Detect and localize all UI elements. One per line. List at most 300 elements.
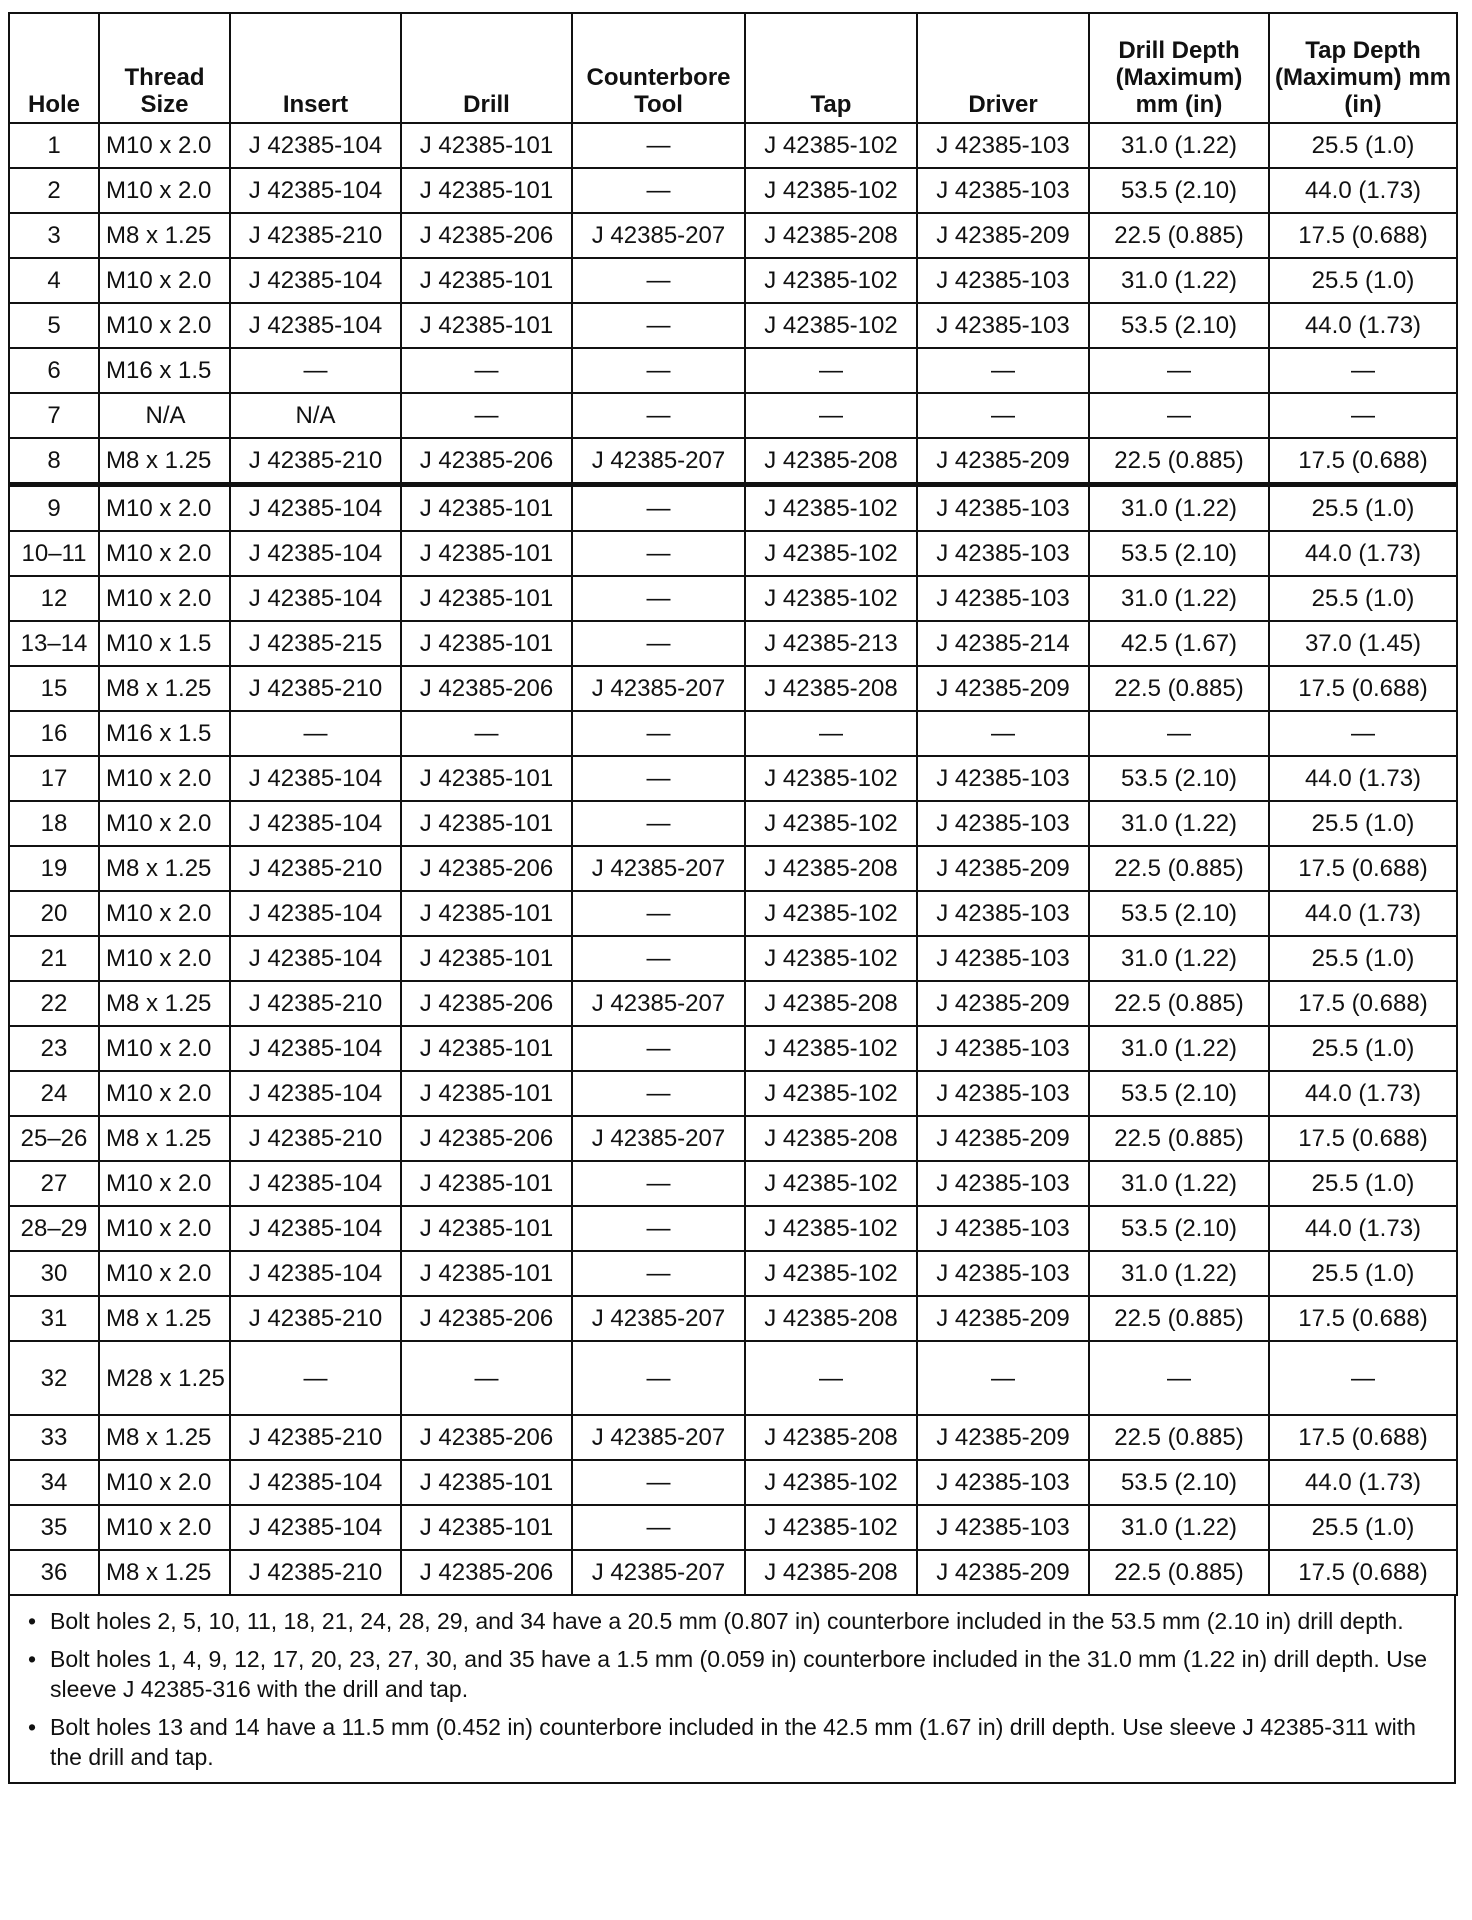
tap-cell: J 42385-102 (745, 1505, 917, 1550)
column-header-thread-size: Thread Size (99, 13, 230, 123)
tap-cell: J 42385-102 (745, 531, 917, 576)
tap-cell: J 42385-102 (745, 1161, 917, 1206)
thread-size-cell: M10 x 2.0 (99, 1460, 230, 1505)
column-header-insert: Insert (230, 13, 401, 123)
driver-cell: J 42385-103 (917, 801, 1089, 846)
tap-depth-cell: 17.5 (0.688) (1269, 213, 1457, 258)
bullet-icon: • (28, 1714, 37, 1740)
drill-cell: J 42385-101 (401, 168, 572, 213)
tap-depth-cell: 17.5 (0.688) (1269, 1550, 1457, 1595)
insert-cell: J 42385-104 (230, 1251, 401, 1296)
hole-cell: 16 (9, 711, 99, 756)
hole-cell: 30 (9, 1251, 99, 1296)
header-row (9, 13, 1457, 123)
driver-cell: J 42385-103 (917, 1071, 1089, 1116)
hole-cell: 10–11 (9, 531, 99, 576)
tap-cell: J 42385-208 (745, 981, 917, 1026)
drill-depth-cell: 31.0 (1.22) (1089, 576, 1269, 621)
drill-cell: J 42385-101 (401, 1206, 572, 1251)
thread-size-cell: M8 x 1.25 (99, 1550, 230, 1595)
specification-sheet (8, 12, 1456, 1784)
table-row (9, 1026, 1457, 1071)
tap-depth-cell: 25.5 (1.0) (1269, 936, 1457, 981)
tap-cell: J 42385-208 (745, 438, 917, 485)
drill-cell: J 42385-101 (401, 1161, 572, 1206)
tap-depth-cell: — (1269, 393, 1457, 438)
counterbore-tool-cell: J 42385-207 (572, 1550, 745, 1595)
counterbore-tool-cell: — (572, 531, 745, 576)
driver-cell: J 42385-103 (917, 258, 1089, 303)
hole-cell: 34 (9, 1460, 99, 1505)
table-row (9, 1071, 1457, 1116)
driver-cell: J 42385-103 (917, 756, 1089, 801)
tap-cell: — (745, 393, 917, 438)
counterbore-tool-cell: J 42385-207 (572, 1296, 745, 1341)
drill-cell: J 42385-206 (401, 666, 572, 711)
table-row (9, 576, 1457, 621)
driver-cell: — (917, 711, 1089, 756)
tap-depth-cell: 25.5 (1.0) (1269, 258, 1457, 303)
insert-cell: J 42385-104 (230, 123, 401, 168)
table-row (9, 666, 1457, 711)
driver-cell: J 42385-103 (917, 1251, 1089, 1296)
table-row (9, 258, 1457, 303)
table-row (9, 1206, 1457, 1251)
drill-depth-cell: 31.0 (1.22) (1089, 1026, 1269, 1071)
thread-size-cell: M10 x 2.0 (99, 576, 230, 621)
driver-cell: J 42385-209 (917, 846, 1089, 891)
drill-cell: — (401, 348, 572, 393)
counterbore-tool-cell: — (572, 1206, 745, 1251)
table-row (9, 1296, 1457, 1341)
hole-cell: 35 (9, 1505, 99, 1550)
tap-depth-cell: 17.5 (0.688) (1269, 1415, 1457, 1460)
table-row (9, 1341, 1457, 1415)
drill-cell: J 42385-101 (401, 1251, 572, 1296)
drill-cell: J 42385-101 (401, 531, 572, 576)
driver-cell: J 42385-209 (917, 981, 1089, 1026)
insert-cell: J 42385-104 (230, 891, 401, 936)
drill-depth-cell: 31.0 (1.22) (1089, 485, 1269, 532)
thread-size-cell: M8 x 1.25 (99, 213, 230, 258)
tap-depth-cell: — (1269, 1341, 1457, 1415)
hole-cell: 4 (9, 258, 99, 303)
table-row (9, 891, 1457, 936)
thread-size-cell: M10 x 2.0 (99, 531, 230, 576)
thread-size-cell: M10 x 2.0 (99, 258, 230, 303)
thread-size-cell: M10 x 1.5 (99, 621, 230, 666)
drill-depth-cell: — (1089, 1341, 1269, 1415)
tap-depth-cell: 17.5 (0.688) (1269, 1296, 1457, 1341)
counterbore-tool-cell: — (572, 348, 745, 393)
insert-cell: J 42385-210 (230, 1296, 401, 1341)
drill-cell: J 42385-101 (401, 1026, 572, 1071)
insert-cell: J 42385-215 (230, 621, 401, 666)
drill-cell: — (401, 711, 572, 756)
hole-cell: 20 (9, 891, 99, 936)
hole-cell: 15 (9, 666, 99, 711)
tap-cell: — (745, 1341, 917, 1415)
driver-cell: J 42385-103 (917, 168, 1089, 213)
drill-depth-cell: 31.0 (1.22) (1089, 1505, 1269, 1550)
driver-cell: — (917, 1341, 1089, 1415)
drill-cell: J 42385-206 (401, 846, 572, 891)
driver-cell: J 42385-103 (917, 123, 1089, 168)
drill-cell: J 42385-206 (401, 213, 572, 258)
counterbore-tool-cell: — (572, 801, 745, 846)
table-row (9, 846, 1457, 891)
drill-cell: J 42385-206 (401, 438, 572, 485)
counterbore-tool-cell: — (572, 303, 745, 348)
thread-size-cell: M10 x 2.0 (99, 891, 230, 936)
insert-cell: J 42385-104 (230, 936, 401, 981)
insert-cell: J 42385-104 (230, 576, 401, 621)
note-item (22, 1712, 1442, 1772)
drill-depth-cell: 22.5 (0.885) (1089, 1550, 1269, 1595)
driver-cell: J 42385-214 (917, 621, 1089, 666)
tap-depth-cell: 44.0 (1.73) (1269, 891, 1457, 936)
tap-cell: J 42385-102 (745, 1071, 917, 1116)
drill-depth-cell: 31.0 (1.22) (1089, 936, 1269, 981)
tap-cell: J 42385-102 (745, 576, 917, 621)
drill-cell: J 42385-101 (401, 258, 572, 303)
insert-cell: — (230, 1341, 401, 1415)
tap-depth-cell: 17.5 (0.688) (1269, 1116, 1457, 1161)
driver-cell: J 42385-103 (917, 1206, 1089, 1251)
tap-depth-cell: 17.5 (0.688) (1269, 846, 1457, 891)
drill-cell: J 42385-101 (401, 485, 572, 532)
thread-size-cell: M28 x 1.25 (99, 1341, 230, 1415)
insert-cell: — (230, 711, 401, 756)
drill-depth-cell: 22.5 (0.885) (1089, 1296, 1269, 1341)
insert-cell: J 42385-104 (230, 258, 401, 303)
table-row (9, 531, 1457, 576)
insert-cell: N/A (230, 393, 401, 438)
tap-cell: J 42385-102 (745, 1206, 917, 1251)
counterbore-tool-cell: — (572, 393, 745, 438)
tap-cell: J 42385-102 (745, 801, 917, 846)
tap-cell: J 42385-102 (745, 756, 917, 801)
drill-depth-cell: 53.5 (2.10) (1089, 1071, 1269, 1116)
hole-cell: 32 (9, 1341, 99, 1415)
table-row (9, 1251, 1457, 1296)
drill-depth-cell: 31.0 (1.22) (1089, 801, 1269, 846)
counterbore-tool-cell: — (572, 711, 745, 756)
tap-cell: J 42385-102 (745, 303, 917, 348)
hole-cell: 22 (9, 981, 99, 1026)
tap-cell: J 42385-102 (745, 891, 917, 936)
column-header-tap-depth: Tap Depth (Maximum) mm (in) (1269, 13, 1457, 123)
insert-cell: J 42385-104 (230, 1026, 401, 1071)
tap-depth-cell: 37.0 (1.45) (1269, 621, 1457, 666)
tap-cell: J 42385-208 (745, 1116, 917, 1161)
thread-size-cell: M10 x 2.0 (99, 1026, 230, 1071)
thread-repair-table (8, 12, 1458, 1596)
counterbore-tool-cell: J 42385-207 (572, 1415, 745, 1460)
counterbore-tool-cell: — (572, 258, 745, 303)
driver-cell: J 42385-103 (917, 891, 1089, 936)
tap-depth-cell: 44.0 (1.73) (1269, 1460, 1457, 1505)
drill-depth-cell: 42.5 (1.67) (1089, 621, 1269, 666)
thread-size-cell: M10 x 2.0 (99, 801, 230, 846)
counterbore-tool-cell: — (572, 1026, 745, 1071)
bullet-icon: • (28, 1646, 37, 1672)
hole-cell: 12 (9, 576, 99, 621)
hole-cell: 33 (9, 1415, 99, 1460)
tap-depth-cell: 17.5 (0.688) (1269, 666, 1457, 711)
insert-cell: J 42385-104 (230, 756, 401, 801)
hole-cell: 13–14 (9, 621, 99, 666)
drill-depth-cell: — (1089, 348, 1269, 393)
table-body (9, 123, 1457, 1595)
table-row (9, 1550, 1457, 1595)
counterbore-tool-cell: — (572, 756, 745, 801)
thread-size-cell: M8 x 1.25 (99, 981, 230, 1026)
drill-cell: J 42385-101 (401, 936, 572, 981)
insert-cell: J 42385-104 (230, 801, 401, 846)
hole-cell: 18 (9, 801, 99, 846)
hole-cell: 31 (9, 1296, 99, 1341)
thread-size-cell: M10 x 2.0 (99, 1505, 230, 1550)
driver-cell: J 42385-103 (917, 936, 1089, 981)
tap-cell: — (745, 348, 917, 393)
tap-depth-cell: 44.0 (1.73) (1269, 756, 1457, 801)
bullet-icon: • (28, 1608, 37, 1634)
drill-cell: J 42385-101 (401, 1071, 572, 1116)
drill-cell: J 42385-101 (401, 756, 572, 801)
table-row (9, 801, 1457, 846)
tap-depth-cell: 25.5 (1.0) (1269, 576, 1457, 621)
drill-depth-cell: — (1089, 393, 1269, 438)
tap-cell: J 42385-208 (745, 213, 917, 258)
table-row (9, 393, 1457, 438)
drill-cell: J 42385-206 (401, 981, 572, 1026)
driver-cell: J 42385-103 (917, 531, 1089, 576)
drill-cell: J 42385-101 (401, 1460, 572, 1505)
thread-size-cell: M10 x 2.0 (99, 1251, 230, 1296)
tap-depth-cell: 44.0 (1.73) (1269, 1206, 1457, 1251)
table-row (9, 621, 1457, 666)
drill-depth-cell: 53.5 (2.10) (1089, 891, 1269, 936)
hole-cell: 19 (9, 846, 99, 891)
note-text: Bolt holes 13 and 14 have a 11.5 mm (0.452 in) counterbore included in the 42.5 mm (1.67 in) drill depth. Use sleeve J 42385-311 with the drill and tap. (50, 1714, 1416, 1770)
drill-cell: J 42385-101 (401, 303, 572, 348)
counterbore-tool-cell: — (572, 1071, 745, 1116)
table-row (9, 348, 1457, 393)
table-row (9, 936, 1457, 981)
table-row (9, 1460, 1457, 1505)
tap-cell: J 42385-213 (745, 621, 917, 666)
thread-size-cell: M16 x 1.5 (99, 348, 230, 393)
hole-cell: 21 (9, 936, 99, 981)
drill-depth-cell: 22.5 (0.885) (1089, 666, 1269, 711)
note-text: Bolt holes 2, 5, 10, 11, 18, 21, 24, 28, 29, and 34 have a 20.5 mm (0.807 in) counterbore included in the 53.5 mm (2.10 in) drill depth. (50, 1608, 1404, 1634)
thread-size-cell: M10 x 2.0 (99, 756, 230, 801)
drill-depth-cell: 22.5 (0.885) (1089, 1415, 1269, 1460)
thread-size-cell: M8 x 1.25 (99, 438, 230, 485)
counterbore-tool-cell: J 42385-207 (572, 1116, 745, 1161)
insert-cell: J 42385-210 (230, 1415, 401, 1460)
insert-cell: J 42385-104 (230, 1505, 401, 1550)
tap-cell: J 42385-208 (745, 1296, 917, 1341)
table-row (9, 1161, 1457, 1206)
driver-cell: J 42385-209 (917, 666, 1089, 711)
counterbore-tool-cell: — (572, 168, 745, 213)
tap-depth-cell: 44.0 (1.73) (1269, 531, 1457, 576)
counterbore-tool-cell: — (572, 123, 745, 168)
thread-size-cell: M10 x 2.0 (99, 485, 230, 532)
driver-cell: J 42385-209 (917, 1296, 1089, 1341)
drill-depth-cell: — (1089, 711, 1269, 756)
hole-cell: 24 (9, 1071, 99, 1116)
drill-depth-cell: 53.5 (2.10) (1089, 531, 1269, 576)
counterbore-tool-cell: — (572, 891, 745, 936)
driver-cell: J 42385-103 (917, 1505, 1089, 1550)
thread-size-cell: M10 x 2.0 (99, 123, 230, 168)
insert-cell: J 42385-104 (230, 1460, 401, 1505)
thread-size-cell: M10 x 2.0 (99, 303, 230, 348)
hole-cell: 17 (9, 756, 99, 801)
table-row (9, 1116, 1457, 1161)
insert-cell: J 42385-104 (230, 485, 401, 532)
thread-size-cell: M8 x 1.25 (99, 1116, 230, 1161)
tap-depth-cell: 25.5 (1.0) (1269, 1161, 1457, 1206)
drill-depth-cell: 53.5 (2.10) (1089, 303, 1269, 348)
driver-cell: J 42385-209 (917, 438, 1089, 485)
insert-cell: — (230, 348, 401, 393)
column-header-driver: Driver (917, 13, 1089, 123)
counterbore-tool-cell: J 42385-207 (572, 846, 745, 891)
hole-cell: 25–26 (9, 1116, 99, 1161)
tap-depth-cell: 25.5 (1.0) (1269, 1505, 1457, 1550)
hole-cell: 27 (9, 1161, 99, 1206)
table-row (9, 756, 1457, 801)
insert-cell: J 42385-104 (230, 168, 401, 213)
hole-cell: 7 (9, 393, 99, 438)
tap-cell: J 42385-102 (745, 485, 917, 532)
insert-cell: J 42385-210 (230, 1550, 401, 1595)
hole-cell: 3 (9, 213, 99, 258)
counterbore-tool-cell: — (572, 485, 745, 532)
drill-depth-cell: 22.5 (0.885) (1089, 213, 1269, 258)
drill-depth-cell: 53.5 (2.10) (1089, 1206, 1269, 1251)
table-row (9, 438, 1457, 485)
drill-cell: — (401, 1341, 572, 1415)
insert-cell: J 42385-210 (230, 1116, 401, 1161)
table-row (9, 1415, 1457, 1460)
driver-cell: J 42385-209 (917, 1116, 1089, 1161)
tap-cell: — (745, 711, 917, 756)
hole-cell: 28–29 (9, 1206, 99, 1251)
drill-cell: J 42385-206 (401, 1415, 572, 1460)
insert-cell: J 42385-104 (230, 1071, 401, 1116)
tap-depth-cell: 25.5 (1.0) (1269, 1026, 1457, 1071)
tap-depth-cell: 25.5 (1.0) (1269, 801, 1457, 846)
drill-depth-cell: 31.0 (1.22) (1089, 123, 1269, 168)
insert-cell: J 42385-210 (230, 438, 401, 485)
tap-depth-cell: 44.0 (1.73) (1269, 168, 1457, 213)
hole-cell: 36 (9, 1550, 99, 1595)
column-header-counterbore-tool: Counterbore Tool (572, 13, 745, 123)
thread-size-cell: M10 x 2.0 (99, 936, 230, 981)
drill-cell: J 42385-206 (401, 1550, 572, 1595)
drill-cell: J 42385-101 (401, 621, 572, 666)
drill-cell: J 42385-101 (401, 123, 572, 168)
drill-depth-cell: 31.0 (1.22) (1089, 1161, 1269, 1206)
thread-size-cell: M8 x 1.25 (99, 846, 230, 891)
driver-cell: J 42385-103 (917, 1026, 1089, 1071)
thread-size-cell: M10 x 2.0 (99, 1071, 230, 1116)
thread-size-cell: M16 x 1.5 (99, 711, 230, 756)
counterbore-tool-cell: — (572, 1251, 745, 1296)
counterbore-tool-cell: — (572, 1341, 745, 1415)
tap-depth-cell: 44.0 (1.73) (1269, 303, 1457, 348)
notes-section (8, 1596, 1456, 1784)
drill-cell: J 42385-206 (401, 1296, 572, 1341)
drill-depth-cell: 53.5 (2.10) (1089, 1460, 1269, 1505)
drill-depth-cell: 31.0 (1.22) (1089, 1251, 1269, 1296)
table-row (9, 1505, 1457, 1550)
drill-depth-cell: 22.5 (0.885) (1089, 981, 1269, 1026)
counterbore-tool-cell: J 42385-207 (572, 981, 745, 1026)
drill-cell: J 42385-101 (401, 801, 572, 846)
tap-depth-cell: 44.0 (1.73) (1269, 1071, 1457, 1116)
hole-cell: 2 (9, 168, 99, 213)
table-row (9, 981, 1457, 1026)
tap-depth-cell: 17.5 (0.688) (1269, 981, 1457, 1026)
tap-cell: J 42385-208 (745, 846, 917, 891)
tap-cell: J 42385-208 (745, 666, 917, 711)
counterbore-tool-cell: — (572, 576, 745, 621)
counterbore-tool-cell: J 42385-207 (572, 213, 745, 258)
tap-cell: J 42385-102 (745, 1026, 917, 1071)
table-row (9, 123, 1457, 168)
driver-cell: — (917, 393, 1089, 438)
tap-cell: J 42385-102 (745, 936, 917, 981)
tap-cell: J 42385-102 (745, 123, 917, 168)
insert-cell: J 42385-104 (230, 303, 401, 348)
drill-cell: J 42385-101 (401, 891, 572, 936)
thread-size-cell: M8 x 1.25 (99, 1415, 230, 1460)
insert-cell: J 42385-104 (230, 531, 401, 576)
tap-depth-cell: — (1269, 348, 1457, 393)
counterbore-tool-cell: — (572, 1161, 745, 1206)
driver-cell: J 42385-209 (917, 1415, 1089, 1460)
hole-cell: 8 (9, 438, 99, 485)
driver-cell: J 42385-103 (917, 1161, 1089, 1206)
counterbore-tool-cell: — (572, 936, 745, 981)
drill-cell: — (401, 393, 572, 438)
drill-depth-cell: 31.0 (1.22) (1089, 258, 1269, 303)
counterbore-tool-cell: — (572, 1505, 745, 1550)
drill-depth-cell: 22.5 (0.885) (1089, 438, 1269, 485)
tap-cell: J 42385-102 (745, 1251, 917, 1296)
tap-cell: J 42385-208 (745, 1415, 917, 1460)
driver-cell: J 42385-103 (917, 485, 1089, 532)
thread-size-cell: M10 x 2.0 (99, 168, 230, 213)
tap-cell: J 42385-102 (745, 168, 917, 213)
tap-depth-cell: 17.5 (0.688) (1269, 438, 1457, 485)
tap-cell: J 42385-102 (745, 258, 917, 303)
thread-size-cell: M8 x 1.25 (99, 1296, 230, 1341)
insert-cell: J 42385-104 (230, 1206, 401, 1251)
tap-depth-cell: 25.5 (1.0) (1269, 485, 1457, 532)
driver-cell: J 42385-209 (917, 1550, 1089, 1595)
drill-cell: J 42385-101 (401, 1505, 572, 1550)
table-row (9, 303, 1457, 348)
insert-cell: J 42385-210 (230, 981, 401, 1026)
counterbore-tool-cell: — (572, 1460, 745, 1505)
